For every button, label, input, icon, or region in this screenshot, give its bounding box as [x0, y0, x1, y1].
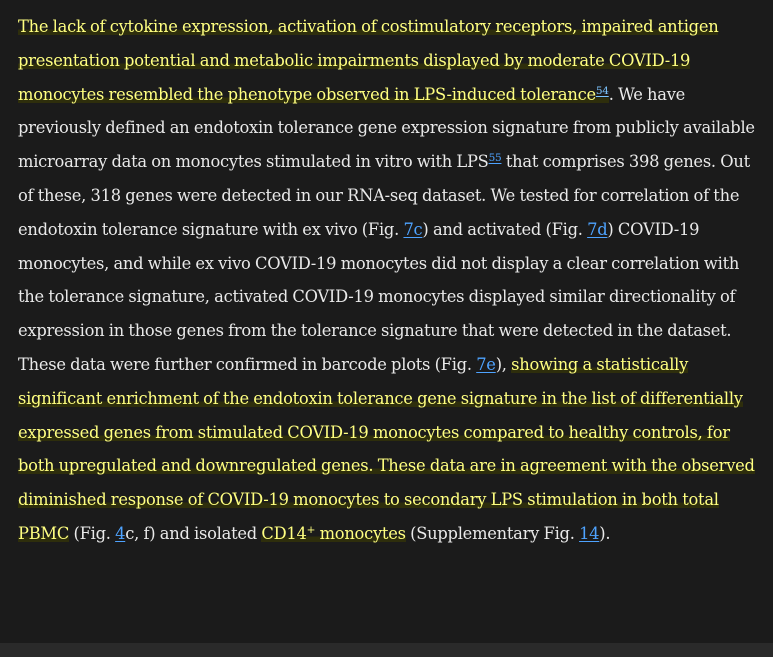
- superscript-plus: +: [306, 523, 316, 536]
- body-text: (Fig.: [69, 523, 116, 543]
- figure-link-4[interactable]: 4: [115, 523, 126, 543]
- highlight-text-1: The lack of cytokine expression, activation of costimulatory receptors, impaired antigen presentation potential and metabolic impairments displayed by moderate COVID-19 monocytes resembled the phenotype observed in LPS-induced tolerance: [18, 17, 719, 104]
- highlighted-text[interactable]: showing a statistically significant enrichment of the endotoxin tolerance gene signature in the list of differentially expressed genes from stimulated COVID-19 monocytes compared to healthy controls, for both upregulated and downregulated genes. These data are in agreement with the observed diminished response of COVID-19 monocytes to secondary LPS stimulation in both total PBMC: [18, 354, 755, 543]
- body-text: ) and activated (Fig.: [422, 219, 588, 239]
- figure-link-s14[interactable]: 14: [579, 523, 600, 543]
- body-text: c, f) and isolated: [125, 523, 262, 543]
- figure-link-7c[interactable]: 7c: [403, 219, 423, 239]
- body-text: (Supplementary Fig.: [405, 523, 580, 543]
- figure-link-7d[interactable]: 7d: [587, 219, 608, 239]
- figure-link-7e[interactable]: 7e: [476, 354, 496, 374]
- monocytes-label: monocytes: [315, 523, 406, 543]
- body-text: that comprises 398 genes. Out of these, 318 genes were detected in our RNA-seq dataset. We tested for correlation of the endotoxin tolerance signature with ex vivo (Fig.: [18, 152, 750, 239]
- cd14-label: CD14: [261, 523, 307, 543]
- reference-link-55[interactable]: 55: [488, 152, 502, 165]
- body-text: . We have previously defined an endotoxin tolerance gene expression signature from publicly available microarray data on monocytes stimulated in vitro with LPS: [18, 84, 755, 172]
- page-bottom-band: [0, 643, 773, 657]
- reference-link-54[interactable]: 54: [595, 84, 609, 97]
- highlighted-text[interactable]: [261, 524, 405, 543]
- article-paragraph: [18, 10, 766, 551]
- body-text: ).: [599, 523, 611, 543]
- body-text: ),: [495, 354, 512, 374]
- body-text: ) COVID-19 monocytes, and while ex vivo COVID-19 monocytes did not display a clear correlation with the tolerance signature, activated COVID-19 monocytes displayed similar directionality of expression in those genes from the tolerance signature that were detected in the dataset. These data were further confirmed in barcode plots (Fig.: [18, 219, 740, 374]
